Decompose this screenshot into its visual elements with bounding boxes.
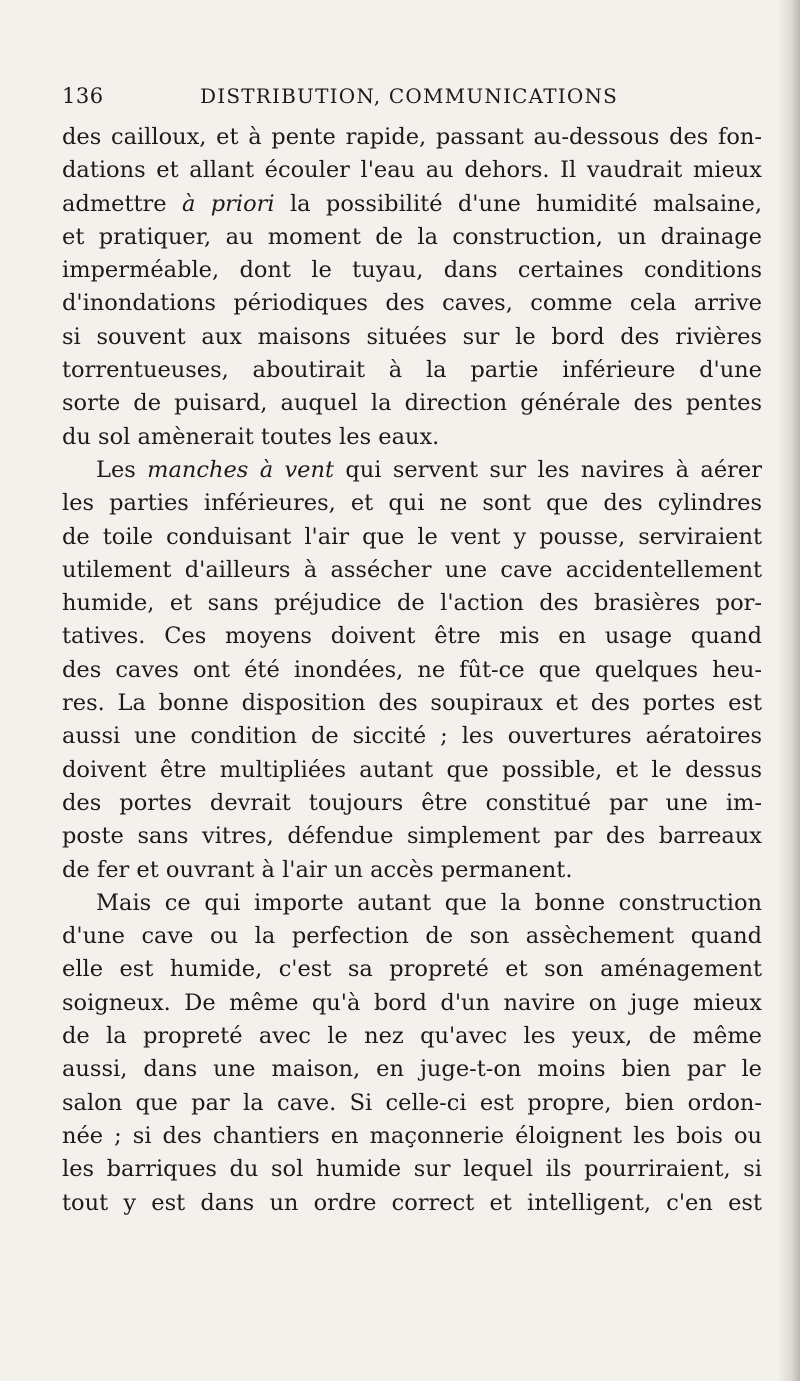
italic-phrase: manches à vent xyxy=(147,456,335,483)
text-line: et pratiquer, au moment de la construction, un drainage xyxy=(62,223,762,250)
text-line: humide, et sans préjudice de l'action des brasières por- xyxy=(62,590,762,617)
text-line: née ; si des chantiers en maçonnerie éloignent les bois ou xyxy=(62,1122,762,1149)
text-line: des portes devrait toujours être constitué par une im- xyxy=(62,789,762,816)
text-line: aussi une condition de siccité ; les ouvertures aératoires xyxy=(62,723,762,750)
page-edge-shadow xyxy=(778,0,800,1381)
text-line: de fer et ouvrant à l'air un accès permanent. xyxy=(62,856,573,883)
page-number: 136 xyxy=(62,84,104,108)
text-line: les parties inférieures, et qui ne sont que des cylindres xyxy=(62,490,762,517)
text-line: Les manches à vent qui servent sur les navires à aérer xyxy=(96,456,762,483)
text-line: tatives. Ces moyens doivent être mis en usage quand xyxy=(62,623,762,650)
text-line: doivent être multipliées autant que possible, et le dessus xyxy=(62,756,762,783)
text-line: res. La bonne disposition des soupiraux et des portes est xyxy=(62,690,762,717)
text-line: salon que par la cave. Si celle-ci est propre, bien ordon- xyxy=(62,1089,762,1116)
text-line: si souvent aux maisons situées sur le bord des rivières xyxy=(62,323,762,350)
text-line: tout y est dans un ordre correct et intelligent, c'en est xyxy=(62,1189,762,1216)
italic-phrase: à priori xyxy=(181,190,275,217)
text-line: admettre à priori la possibilité d'une humidité malsaine, xyxy=(62,190,762,217)
text-line: des cailloux, et à pente rapide, passant au-dessous des fon- xyxy=(62,124,762,150)
text-line: de toile conduisant l'air que le vent y pousse, serviraient xyxy=(62,523,762,550)
text-line: sorte de puisard, auquel la direction générale des pentes xyxy=(62,390,762,417)
text-line: de la propreté avec le nez qu'avec les yeux, de même xyxy=(62,1023,762,1050)
text-line: elle est humide, c'est sa propreté et son aménagement xyxy=(62,956,762,983)
body-text xyxy=(62,121,762,1220)
text-line: utilement d'ailleurs à assécher une cave accidentellement xyxy=(62,556,762,583)
text-line: d'une cave ou la perfection de son assèchement quand xyxy=(62,923,762,950)
text-line: imperméable, dont le tuyau, dans certaines conditions xyxy=(62,257,762,284)
text-line: aussi, dans une maison, en juge-t-on moins bien par le xyxy=(62,1056,762,1083)
text-line: les barriques du sol humide sur lequel ils pourriraient, si xyxy=(62,1156,762,1183)
running-head xyxy=(62,84,742,114)
text-line: soigneux. De même qu'à bord d'un navire on juge mieux xyxy=(62,989,762,1016)
text-line: des caves ont été inondées, ne fût-ce que quelques heu- xyxy=(62,656,762,683)
text-line: poste sans vitres, défendue simplement par des barreaux xyxy=(62,823,762,850)
text-line: torrentueuses, aboutirait à la partie inférieure d'une xyxy=(62,357,762,384)
text-line: du sol amènerait toutes les eaux. xyxy=(62,423,440,450)
running-title: DISTRIBUTION, COMMUNICATIONS xyxy=(200,84,619,108)
text-line: dations et allant écouler l'eau au dehors. Il vaudrait mieux xyxy=(62,157,762,184)
text-line: Mais ce qui importe autant que la bonne construction xyxy=(96,889,762,916)
text-line: d'inondations périodiques des caves, comme cela arrive xyxy=(62,290,762,317)
